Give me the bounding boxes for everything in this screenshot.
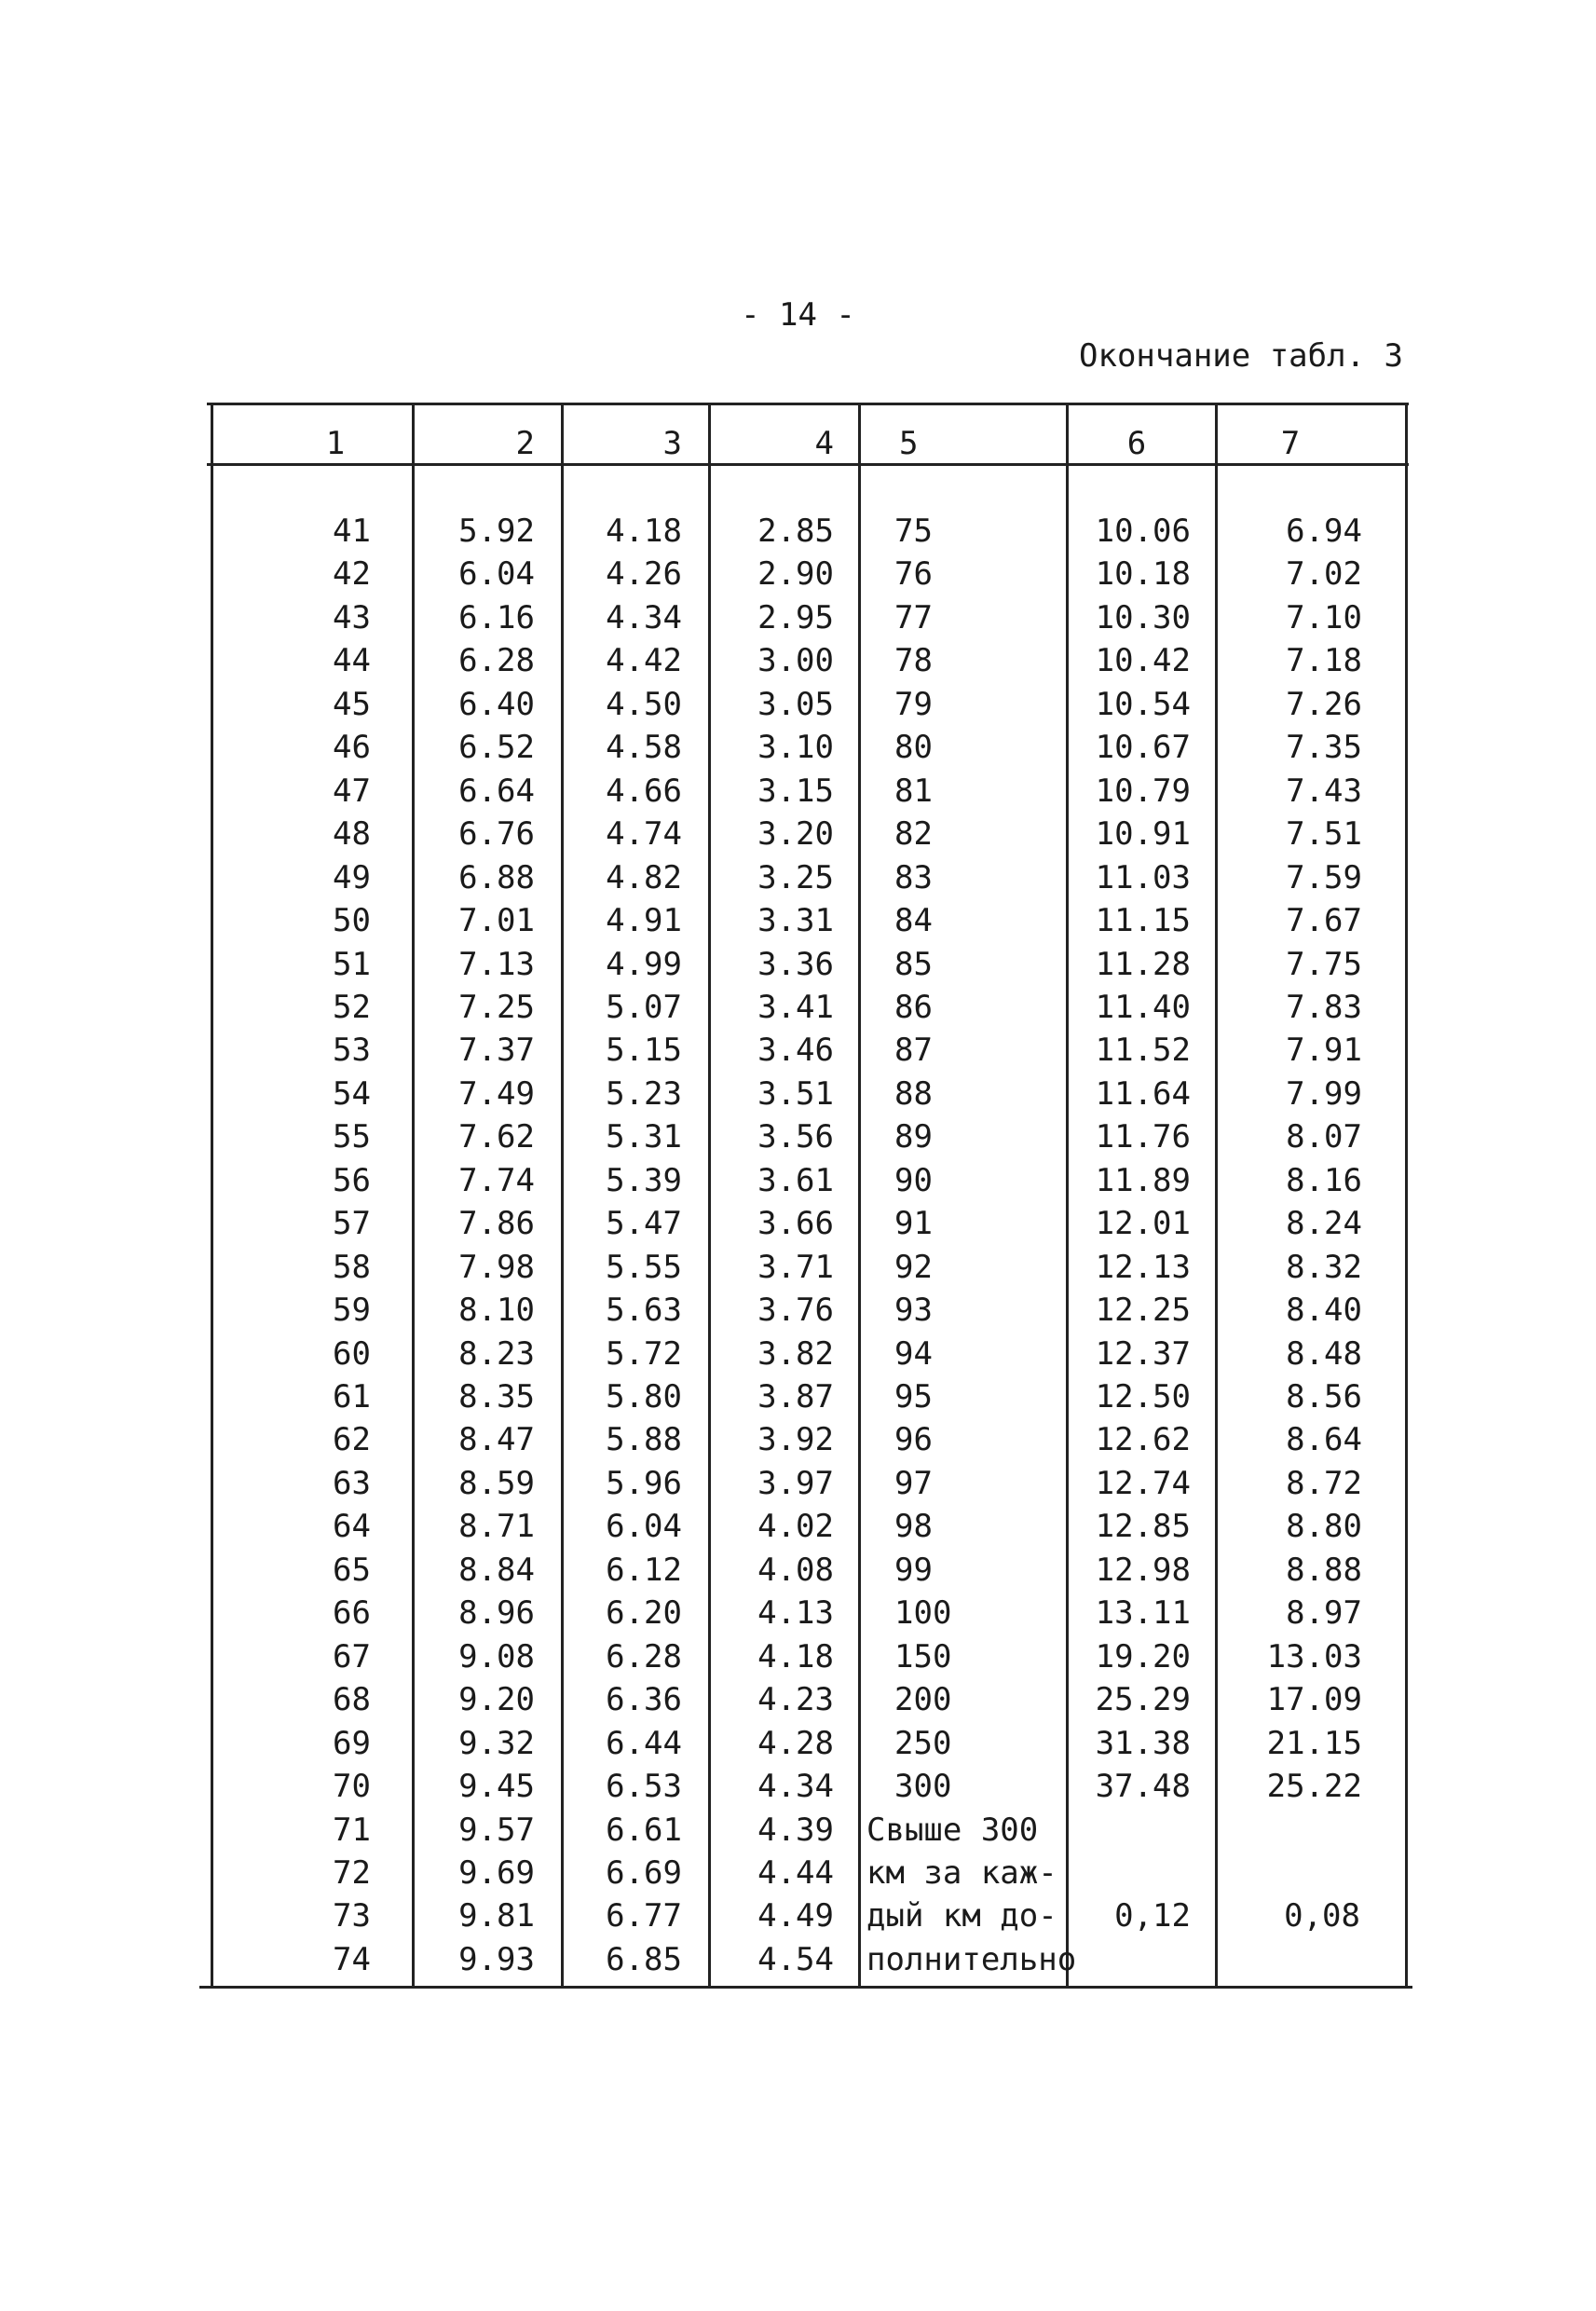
cell-col-1: 73 [333,1897,371,1935]
column-rule-3 [561,403,564,1987]
cell-col-4: 3.41 [757,989,834,1026]
cell-col-1: 45 [333,686,371,723]
cell-col-2: 6.40 [458,686,535,723]
cell-col-4: 4.28 [757,1725,834,1762]
cell-col-7: 7.26 [1286,686,1362,723]
cell-col-5: км за каж- [866,1854,1057,1892]
cell-col-7: 0,08 [1284,1897,1360,1935]
cell-col-4: 4.44 [757,1854,834,1892]
cell-col-2: 8.23 [458,1335,535,1373]
cell-col-7: 13.03 [1266,1638,1362,1675]
cell-col-4: 3.92 [757,1421,834,1458]
cell-col-2: 9.93 [458,1941,535,1978]
cell-col-1: 68 [333,1681,371,1718]
header-col-1: 1 [325,425,346,462]
cell-col-7: 8.88 [1286,1552,1362,1589]
cell-col-2: 6.88 [458,859,535,896]
cell-col-5: 93 [894,1292,933,1329]
cell-col-4: 3.10 [757,729,834,766]
cell-col-1: 51 [333,946,371,983]
cell-col-6: 10.54 [1095,686,1191,723]
cell-col-7: 8.64 [1286,1421,1362,1458]
cell-col-7: 25.22 [1266,1768,1362,1805]
cell-col-2: 7.13 [458,946,535,983]
cell-col-4: 3.97 [757,1465,834,1502]
cell-col-5: 88 [894,1075,933,1113]
cell-col-7: 21.15 [1266,1725,1362,1762]
header-col-5: 5 [899,425,919,462]
page-number: - 14 - [741,296,855,334]
cell-col-7: 8.80 [1286,1508,1362,1545]
cell-col-7: 7.10 [1286,599,1362,636]
cell-col-4: 4.18 [757,1638,834,1675]
cell-col-1: 58 [333,1249,371,1286]
column-rule-7 [1215,403,1218,1987]
cell-col-4: 4.13 [757,1594,834,1632]
cell-col-6: 0,12 [1114,1897,1191,1935]
column-rule-8 [1405,403,1408,1987]
cell-col-3: 5.47 [606,1205,682,1242]
cell-col-7: 8.48 [1286,1335,1362,1373]
cell-col-6: 37.48 [1095,1768,1191,1805]
cell-col-7: 7.67 [1286,902,1362,939]
cell-col-1: 70 [333,1768,371,1805]
cell-col-6: 12.01 [1095,1205,1191,1242]
cell-col-2: 7.01 [458,902,535,939]
cell-col-4: 3.15 [757,773,834,810]
cell-col-7: 8.24 [1286,1205,1362,1242]
header-col-6: 6 [1126,425,1147,462]
cell-col-2: 9.69 [458,1854,535,1892]
cell-col-1: 42 [333,555,371,593]
cell-col-7: 8.16 [1286,1162,1362,1199]
cell-col-5: 99 [894,1552,933,1589]
cell-col-2: 8.71 [458,1508,535,1545]
cell-col-7: 7.51 [1286,815,1362,853]
cell-col-3: 4.34 [606,599,682,636]
cell-col-6: 10.42 [1095,642,1191,679]
cell-col-2: 7.86 [458,1205,535,1242]
cell-col-5: 98 [894,1508,933,1545]
column-rule-4 [708,403,711,1987]
cell-col-3: 6.28 [606,1638,682,1675]
cell-col-5: 78 [894,642,933,679]
cell-col-5: дый км до- [866,1897,1057,1935]
cell-col-6: 12.37 [1095,1335,1191,1373]
cell-col-3: 5.80 [606,1378,682,1415]
cell-col-1: 61 [333,1378,371,1415]
cell-col-6: 11.64 [1095,1075,1191,1113]
cell-col-1: 59 [333,1292,371,1329]
cell-col-1: 64 [333,1508,371,1545]
cell-col-3: 4.99 [606,946,682,983]
cell-col-4: 3.76 [757,1292,834,1329]
cell-col-3: 5.96 [606,1465,682,1502]
cell-col-5: 87 [894,1032,933,1069]
cell-col-1: 46 [333,729,371,766]
cell-col-6: 11.40 [1095,989,1191,1026]
cell-col-2: 6.52 [458,729,535,766]
cell-col-5: 76 [894,555,933,593]
cell-col-5: 89 [894,1118,933,1156]
cell-col-5: 95 [894,1378,933,1415]
cell-col-5: 100 [894,1594,952,1632]
cell-col-2: 6.04 [458,555,535,593]
header-col-3: 3 [662,425,682,462]
cell-col-2: 8.35 [458,1378,535,1415]
cell-col-3: 5.39 [606,1162,682,1199]
cell-col-4: 3.71 [757,1249,834,1286]
cell-col-5: 82 [894,815,933,853]
cell-col-3: 5.31 [606,1118,682,1156]
cell-col-3: 6.36 [606,1681,682,1718]
cell-col-4: 3.61 [757,1162,834,1199]
cell-col-5: 92 [894,1249,933,1286]
cell-col-1: 56 [333,1162,371,1199]
cell-col-1: 65 [333,1552,371,1589]
cell-col-3: 4.26 [606,555,682,593]
cell-col-1: 57 [333,1205,371,1242]
cell-col-3: 4.18 [606,513,682,550]
cell-col-1: 54 [333,1075,371,1113]
cell-col-1: 55 [333,1118,371,1156]
cell-col-5: 94 [894,1335,933,1373]
cell-col-4: 3.82 [757,1335,834,1373]
cell-col-4: 4.49 [757,1897,834,1935]
cell-col-2: 8.10 [458,1292,535,1329]
cell-col-5: 91 [894,1205,933,1242]
cell-col-2: 7.62 [458,1118,535,1156]
cell-col-3: 4.91 [606,902,682,939]
table-bottom-rule [199,1986,1412,1989]
header-col-4: 4 [814,425,834,462]
cell-col-2: 7.74 [458,1162,535,1199]
cell-col-3: 4.58 [606,729,682,766]
cell-col-2: 9.08 [458,1638,535,1675]
cell-col-2: 9.57 [458,1812,535,1849]
cell-col-7: 7.91 [1286,1032,1362,1069]
cell-col-7: 7.35 [1286,729,1362,766]
cell-col-2: 9.45 [458,1768,535,1805]
cell-col-1: 66 [333,1594,371,1632]
cell-col-2: 6.28 [458,642,535,679]
cell-col-7: 6.94 [1286,513,1362,550]
cell-col-1: 72 [333,1854,371,1892]
cell-col-5: 96 [894,1421,933,1458]
cell-col-6: 12.62 [1095,1421,1191,1458]
cell-col-3: 4.74 [606,815,682,853]
cell-col-6: 11.89 [1095,1162,1191,1199]
cell-col-4: 3.66 [757,1205,834,1242]
cell-col-3: 6.77 [606,1897,682,1935]
cell-col-6: 10.91 [1095,815,1191,853]
cell-col-3: 6.12 [606,1552,682,1589]
cell-col-4: 2.95 [757,599,834,636]
cell-col-4: 3.00 [757,642,834,679]
cell-col-4: 3.05 [757,686,834,723]
cell-col-7: 8.56 [1286,1378,1362,1415]
cell-col-3: 6.69 [606,1854,682,1892]
cell-col-3: 6.20 [606,1594,682,1632]
cell-col-3: 6.44 [606,1725,682,1762]
column-rule-2 [412,403,415,1987]
table-caption: Окончание табл. 3 [1079,337,1403,375]
cell-col-1: 50 [333,902,371,939]
cell-col-4: 4.54 [757,1941,834,1978]
column-rule-1 [211,403,213,1987]
cell-col-1: 67 [333,1638,371,1675]
cell-col-1: 41 [333,513,371,550]
cell-col-4: 3.31 [757,902,834,939]
cell-col-6: 19.20 [1095,1638,1191,1675]
cell-col-6: 12.98 [1095,1552,1191,1589]
cell-col-5: 83 [894,859,933,896]
cell-col-4: 4.23 [757,1681,834,1718]
cell-col-5: 97 [894,1465,933,1502]
cell-col-6: 12.25 [1095,1292,1191,1329]
cell-col-7: 7.43 [1286,773,1362,810]
cell-col-6: 25.29 [1095,1681,1191,1718]
cell-col-6: 12.50 [1095,1378,1191,1415]
cell-col-3: 6.53 [606,1768,682,1805]
cell-col-3: 5.55 [606,1249,682,1286]
cell-col-4: 3.36 [757,946,834,983]
cell-col-6: 10.30 [1095,599,1191,636]
cell-col-5: 200 [894,1681,952,1718]
cell-col-3: 4.50 [606,686,682,723]
table-top-rule [207,403,1409,405]
cell-col-4: 4.39 [757,1812,834,1849]
cell-col-1: 63 [333,1465,371,1502]
cell-col-3: 6.04 [606,1508,682,1545]
cell-col-2: 7.49 [458,1075,535,1113]
cell-col-1: 47 [333,773,371,810]
header-col-7: 7 [1280,425,1301,462]
cell-col-6: 11.76 [1095,1118,1191,1156]
cell-col-2: 7.98 [458,1249,535,1286]
cell-col-5: 84 [894,902,933,939]
cell-col-5: 80 [894,729,933,766]
cell-col-6: 12.85 [1095,1508,1191,1545]
cell-col-6: 13.11 [1095,1594,1191,1632]
cell-col-2: 7.25 [458,989,535,1026]
cell-col-3: 5.63 [606,1292,682,1329]
cell-col-3: 6.61 [606,1812,682,1849]
cell-col-2: 8.84 [458,1552,535,1589]
cell-col-4: 3.51 [757,1075,834,1113]
cell-col-6: 10.18 [1095,555,1191,593]
cell-col-7: 8.72 [1286,1465,1362,1502]
cell-col-3: 5.88 [606,1421,682,1458]
cell-col-4: 3.87 [757,1378,834,1415]
cell-col-2: 9.20 [458,1681,535,1718]
cell-col-3: 4.82 [606,859,682,896]
column-rule-5 [858,403,861,1987]
cell-col-5: 300 [894,1768,952,1805]
cell-col-6: 11.52 [1095,1032,1191,1069]
cell-col-2: 6.76 [458,815,535,853]
cell-col-5: 150 [894,1638,952,1675]
cell-col-1: 49 [333,859,371,896]
cell-col-7: 7.02 [1286,555,1362,593]
cell-col-3: 4.66 [606,773,682,810]
cell-col-1: 74 [333,1941,371,1978]
cell-col-7: 7.99 [1286,1075,1362,1113]
cell-col-6: 10.67 [1095,729,1191,766]
cell-col-7: 8.07 [1286,1118,1362,1156]
cell-col-1: 53 [333,1032,371,1069]
cell-col-7: 7.75 [1286,946,1362,983]
cell-col-2: 8.96 [458,1594,535,1632]
cell-col-1: 71 [333,1812,371,1849]
cell-col-7: 17.09 [1266,1681,1362,1718]
cell-col-6: 11.15 [1095,902,1191,939]
cell-col-1: 52 [333,989,371,1026]
header-bottom-rule [207,463,1409,466]
cell-col-3: 4.42 [606,642,682,679]
cell-col-1: 69 [333,1725,371,1762]
cell-col-2: 8.47 [458,1421,535,1458]
cell-col-6: 10.06 [1095,513,1191,550]
cell-col-4: 3.46 [757,1032,834,1069]
cell-col-5: 75 [894,513,933,550]
cell-col-1: 43 [333,599,371,636]
cell-col-4: 3.56 [757,1118,834,1156]
cell-col-5: 90 [894,1162,933,1199]
cell-col-2: 5.92 [458,513,535,550]
cell-col-7: 7.18 [1286,642,1362,679]
cell-col-7: 8.40 [1286,1292,1362,1329]
cell-col-4: 4.34 [757,1768,834,1805]
cell-col-7: 7.83 [1286,989,1362,1026]
cell-col-5: полнительно [866,1941,1077,1978]
cell-col-1: 48 [333,815,371,853]
cell-col-4: 2.85 [757,513,834,550]
cell-col-3: 5.72 [606,1335,682,1373]
cell-col-1: 62 [333,1421,371,1458]
cell-col-5: 86 [894,989,933,1026]
cell-col-6: 10.79 [1095,773,1191,810]
cell-col-6: 11.28 [1095,946,1191,983]
cell-col-1: 60 [333,1335,371,1373]
cell-col-6: 11.03 [1095,859,1191,896]
cell-col-6: 31.38 [1095,1725,1191,1762]
cell-col-2: 9.32 [458,1725,535,1762]
cell-col-3: 5.07 [606,989,682,1026]
cell-col-4: 3.20 [757,815,834,853]
cell-col-6: 12.13 [1095,1249,1191,1286]
cell-col-4: 4.08 [757,1552,834,1589]
cell-col-5: 77 [894,599,933,636]
cell-col-4: 3.25 [757,859,834,896]
cell-col-2: 6.64 [458,773,535,810]
cell-col-5: 85 [894,946,933,983]
cell-col-2: 8.59 [458,1465,535,1502]
cell-col-3: 5.23 [606,1075,682,1113]
cell-col-7: 8.32 [1286,1249,1362,1286]
cell-col-5: 81 [894,773,933,810]
cell-col-7: 7.59 [1286,859,1362,896]
cell-col-5: Свыше 300 [866,1812,1039,1849]
cell-col-5: 79 [894,686,933,723]
cell-col-2: 7.37 [458,1032,535,1069]
cell-col-4: 4.02 [757,1508,834,1545]
cell-col-5: 250 [894,1725,952,1762]
cell-col-2: 9.81 [458,1897,535,1935]
cell-col-7: 8.97 [1286,1594,1362,1632]
cell-col-3: 5.15 [606,1032,682,1069]
cell-col-6: 12.74 [1095,1465,1191,1502]
cell-col-4: 2.90 [757,555,834,593]
header-col-2: 2 [515,425,535,462]
cell-col-3: 6.85 [606,1941,682,1978]
cell-col-2: 6.16 [458,599,535,636]
cell-col-1: 44 [333,642,371,679]
